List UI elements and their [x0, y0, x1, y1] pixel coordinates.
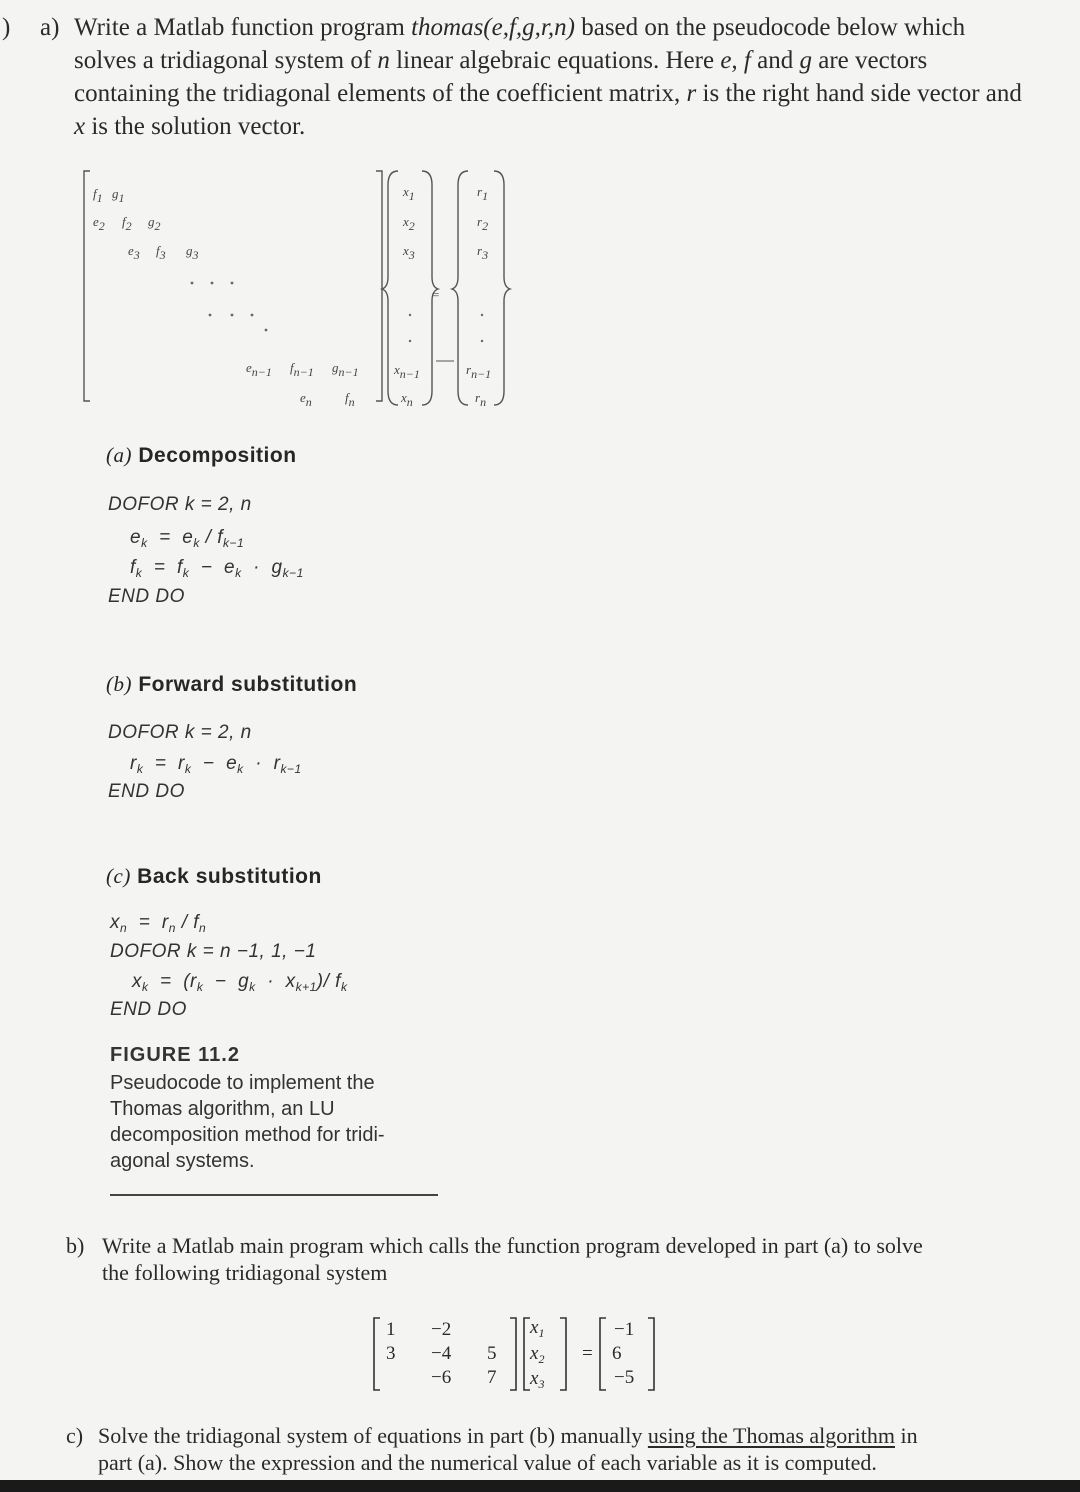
matrix-cell: 5	[487, 1343, 497, 1364]
sub: k−1	[282, 566, 304, 580]
bottom-edge-band	[0, 1480, 1080, 1492]
part-a-label: a)	[40, 14, 60, 41]
vector-r3	[477, 243, 488, 263]
part-a-line-1	[74, 12, 965, 44]
sub: n	[120, 921, 128, 935]
sub: k	[142, 980, 149, 994]
sub: k	[193, 536, 200, 550]
sub: n−1	[471, 367, 492, 381]
matrix-equals: =	[432, 287, 440, 302]
vector-x1	[403, 184, 415, 204]
sub: k	[340, 980, 348, 994]
sym: e	[128, 243, 134, 258]
sub: 2	[98, 219, 105, 233]
sub: n	[168, 921, 176, 935]
matrix-cell: 7	[487, 1367, 497, 1388]
sub: k	[237, 762, 244, 776]
part-a-line-3	[74, 78, 1022, 110]
sym: g	[332, 360, 339, 375]
sym: e	[93, 214, 99, 229]
element-g2	[148, 214, 161, 234]
sub: n−1	[293, 365, 314, 379]
part-c-line-2: part (a). Show the expression and the numerical value of each variable as it is computed.	[98, 1450, 877, 1475]
element-gn1	[332, 360, 359, 380]
unknown-x1	[530, 1317, 544, 1341]
text-span: solves a tridiagonal system of	[74, 47, 378, 74]
element-f3	[156, 243, 166, 263]
element-en	[300, 390, 312, 410]
sub: n−1	[399, 367, 420, 381]
sub: k	[249, 980, 256, 994]
sub: 2	[482, 219, 489, 233]
figure-caption-line-4: agonal systems.	[110, 1150, 255, 1172]
text-span: are vectors	[811, 47, 928, 74]
matrix-cell: −2	[431, 1319, 452, 1340]
sub: k+1	[295, 980, 317, 994]
sub: 2	[154, 219, 161, 233]
sub: 1	[538, 1326, 545, 1340]
sym: r	[477, 243, 483, 258]
sub: 3	[133, 248, 140, 262]
sym: g	[148, 214, 155, 229]
decomposition-end: END DO	[108, 586, 185, 607]
function-signature: thomas(e,f,g,r,n)	[411, 14, 575, 41]
sym: f	[290, 360, 294, 375]
text-span: based on the pseudocode below which	[574, 14, 966, 41]
element-f1	[93, 186, 103, 206]
unknown-x2	[530, 1343, 544, 1367]
var-g: g	[799, 47, 812, 74]
sym: f	[122, 214, 126, 229]
sub: k	[136, 762, 144, 776]
sub: k	[184, 762, 192, 776]
back-loop: DOFOR k = n −1, 1, −1	[110, 941, 317, 962]
part-b-label: b)	[66, 1233, 85, 1258]
matrix-cell: 3	[386, 1343, 396, 1364]
sub: 3	[192, 248, 199, 262]
sub: 3	[482, 248, 489, 262]
figure-caption-line-2: Thomas algorithm, an LU	[110, 1098, 335, 1120]
sub: n	[199, 921, 207, 935]
text-span: linear algebraic equations. Here	[389, 47, 721, 74]
sym: f	[345, 390, 349, 405]
sub: 3	[408, 248, 415, 262]
sub: n	[480, 395, 487, 409]
sub: k	[182, 566, 190, 580]
sym: x	[403, 243, 409, 258]
sym: x	[403, 214, 409, 229]
element-en1	[246, 360, 272, 380]
matrix-cell: −6	[431, 1367, 452, 1388]
vector-r1	[477, 184, 488, 204]
sym: e	[300, 390, 306, 405]
matrix-cell: 1	[386, 1319, 396, 1340]
text-span: containing the tridiagonal elements of the coefficient matrix,	[74, 80, 687, 107]
heading-label: (c)	[106, 864, 131, 888]
part-b-line-1: Write a Matlab main program which calls the function program developed in part (a) to solve	[102, 1233, 923, 1258]
sub: k	[196, 980, 204, 994]
sym: x	[530, 1368, 539, 1389]
sub: k	[235, 566, 242, 580]
sub: 1	[118, 191, 125, 205]
vector-x2	[403, 214, 415, 234]
equation-equals: =	[582, 1343, 593, 1364]
element-fn	[345, 390, 355, 410]
figure-caption-line-3: decomposition method for tridi-	[110, 1124, 385, 1146]
text-span: is the solution vector.	[85, 113, 306, 140]
sub: 1	[96, 191, 103, 205]
var-r: r	[686, 80, 697, 107]
rhs-value: 6	[612, 1343, 622, 1364]
forward-line-1: $r_k = r_k - e_k \cdot r_{k-1}$	[130, 753, 302, 776]
forward-heading	[106, 672, 357, 697]
heading-title: Back substitution	[137, 865, 322, 888]
rhs-value: −5	[614, 1367, 635, 1388]
heading-label: (a)	[106, 443, 132, 467]
decomposition-line-1: $e_k = e_k / f_{k-1}$	[130, 527, 245, 550]
sub: n−1	[251, 365, 272, 379]
sym: x	[530, 1317, 539, 1338]
forward-loop: DOFOR k = 2, n	[108, 722, 252, 743]
sub: 2	[538, 1352, 545, 1366]
element-g1	[112, 186, 125, 206]
vector-r2	[477, 214, 488, 234]
text-span: Solve the tridiagonal system of equations in part (b) manually	[98, 1423, 648, 1448]
part-c-line-1	[98, 1422, 918, 1450]
sym: e	[246, 360, 252, 375]
decomposition-loop: DOFOR k = 2, n	[108, 494, 252, 515]
sym: x	[401, 390, 407, 405]
back-heading	[106, 864, 322, 889]
back-line-0: $x_n = r_n / f_n$	[110, 912, 207, 935]
part-c-label: c)	[66, 1423, 84, 1448]
unknown-x3	[530, 1368, 544, 1392]
sym: f	[93, 186, 97, 201]
caption-rule	[110, 1194, 438, 1196]
heading-title: Forward substitution	[138, 673, 358, 696]
sub: k	[141, 536, 148, 550]
heading-label: (b)	[106, 672, 132, 696]
sym: r	[475, 390, 481, 405]
element-g3	[186, 243, 199, 263]
sub: k−1	[222, 536, 245, 550]
element-f2	[122, 214, 132, 234]
sub: k	[135, 566, 143, 580]
sub: 3	[159, 248, 166, 262]
question-number-mark: )	[2, 14, 11, 41]
underlined-phrase: using the Thomas algorithm	[647, 1423, 895, 1448]
sym: g	[112, 186, 119, 201]
part-a-line-4	[74, 111, 305, 143]
sub: n	[406, 395, 413, 409]
rhs-value: −1	[614, 1319, 635, 1340]
forward-end: END DO	[108, 781, 185, 802]
vector-xn1	[394, 362, 420, 382]
matrix-cell: −4	[431, 1343, 452, 1364]
sym: g	[186, 243, 193, 258]
text-span: in	[894, 1423, 918, 1448]
back-end: END DO	[110, 999, 187, 1020]
matrix-brackets	[80, 165, 520, 420]
sym: x	[403, 184, 409, 199]
var-e-f: e, f	[720, 47, 751, 74]
sub: n−1	[338, 365, 359, 379]
sub: n	[348, 395, 355, 409]
part-b-line-2: the following tridiagonal system	[102, 1260, 388, 1285]
vector-xn	[401, 390, 413, 410]
var-n: n	[377, 47, 390, 74]
element-e3	[128, 243, 140, 263]
sym: r	[466, 362, 472, 377]
sub: 1	[408, 189, 415, 203]
heading-title: Decomposition	[138, 444, 297, 467]
sub: 2	[408, 219, 415, 233]
sym: r	[477, 184, 483, 199]
sub: k−1	[280, 762, 302, 776]
sub: 1	[482, 189, 489, 203]
vector-rn	[475, 390, 486, 410]
text-span: and	[750, 47, 800, 74]
part-a-line-2	[74, 45, 927, 77]
sym: f	[156, 243, 160, 258]
figure-title: FIGURE 11.2	[110, 1044, 240, 1066]
sub: 3	[538, 1377, 545, 1391]
figure-caption-line-1: Pseudocode to implement the	[110, 1072, 375, 1094]
element-fn1	[290, 360, 314, 380]
decomposition-heading	[106, 443, 297, 468]
sym: x	[530, 1343, 539, 1364]
back-line-1: $x_k = (r_k - g_k \cdot x_{k+1})/$ $f_k$	[132, 971, 348, 994]
sym: r	[477, 214, 483, 229]
text-span: is the right hand side vector and	[696, 80, 1022, 107]
element-e2	[93, 214, 105, 234]
sub: 2	[125, 219, 132, 233]
decomposition-line-2: $f_k = f_k - e_k \cdot g_{k-1}$	[130, 557, 304, 580]
sym: x	[394, 362, 400, 377]
vector-x3	[403, 243, 415, 263]
var-x: x	[74, 113, 86, 140]
sub: n	[305, 395, 312, 409]
text-span: Write a Matlab function program	[74, 14, 412, 41]
vector-rn1	[466, 362, 491, 382]
